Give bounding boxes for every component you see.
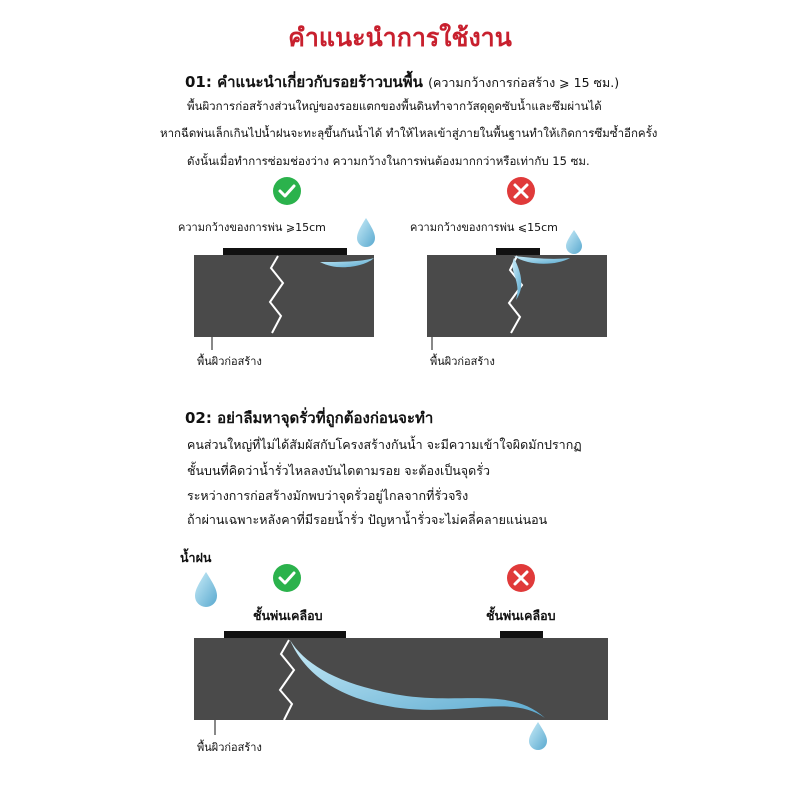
water-drop-icon bbox=[195, 572, 217, 607]
water-drop-icon bbox=[529, 722, 547, 750]
coating-label-bad: ชั้นพ่นเคลือบ bbox=[486, 608, 556, 623]
section1-line-2: หากฉีดพ่นเล็กเกินไปน้ำฝนจะทะลุขึ้นกันน้ำได้ ทำให้ไหลเข้าสู่ภายในพื้นฐานทำให้เกิดการซึมซ้ำอีกครั้ง bbox=[160, 126, 658, 140]
section1-heading-text: 01: คำแนะนำเกี่ยวกับรอยร้าวบนพื้น bbox=[185, 73, 423, 91]
section1-heading-note: (ความกว้างการก่อสร้าง ⩾ 15 ซม.) bbox=[428, 75, 620, 90]
cross-icon bbox=[507, 564, 535, 592]
base-label: พื้นผิวก่อสร้าง bbox=[430, 355, 495, 368]
spray-width-label-ok: ความกว้างของการพ่น ⩾15cm bbox=[178, 221, 326, 234]
water-drop-icon bbox=[566, 230, 582, 254]
section2-line-2: ชั้นบนที่คิดว่าน้ำรั่วไหลลงบันไดตามรอย จะต้องเป็นจุดรั่ว bbox=[187, 463, 490, 478]
cross-icon bbox=[507, 177, 535, 205]
spray-width-label-bad: ความกว้างของการพ่น ⩽15cm bbox=[410, 221, 558, 234]
coating-strip bbox=[500, 631, 543, 639]
check-icon bbox=[273, 177, 301, 205]
section1-line-3: ดังนั้นเมื่อทำการซ่อมช่องว่าง ความกว้างในการพ่นต้องมากกว่าหรือเท่ากับ 15 ซม. bbox=[187, 154, 590, 168]
coating-strip bbox=[224, 631, 346, 639]
coating-strip bbox=[496, 248, 540, 256]
construction-surface bbox=[194, 255, 374, 337]
base-label: พื้นผิวก่อสร้าง bbox=[197, 741, 262, 754]
section2-line-4: ถ้าผ่านเฉพาะหลังคาที่มีรอยน้ำรั่ว ปัญหาน้ำรั่วจะไม่คลี่คลายแน่นอน bbox=[187, 512, 548, 527]
section2-line-1: คนส่วนใหญ่ที่ไม่ได้สัมผัสกับโครงสร้างกันน้ำ จะมีความเข้าใจผิดมักปรากฏ bbox=[187, 437, 582, 452]
coating-strip bbox=[223, 248, 347, 256]
rain-label: น้ำฝน bbox=[180, 550, 212, 565]
section2-heading: 02: อย่าลืมหาจุดรั่วที่ถูกต้องก่อนจะทำ bbox=[185, 409, 434, 427]
section2-line-3: ระหว่างการก่อสร้างมักพบว่าจุดรั่วอยู่ไกลจากที่รั่วจริง bbox=[187, 488, 469, 503]
check-icon bbox=[273, 564, 301, 592]
coating-label-ok: ชั้นพ่นเคลือบ bbox=[253, 608, 323, 623]
water-drop-icon bbox=[357, 218, 375, 247]
section1-line-1: พื้นผิวการก่อสร้างส่วนใหญ่ของรอยแตกของพื้นดินทำจากวัสดุดูดซับน้ำและซึมผ่านได้ bbox=[187, 99, 602, 113]
page-title: คำแนะนำการใช้งาน bbox=[288, 23, 512, 52]
base-label: พื้นผิวก่อสร้าง bbox=[197, 355, 262, 368]
